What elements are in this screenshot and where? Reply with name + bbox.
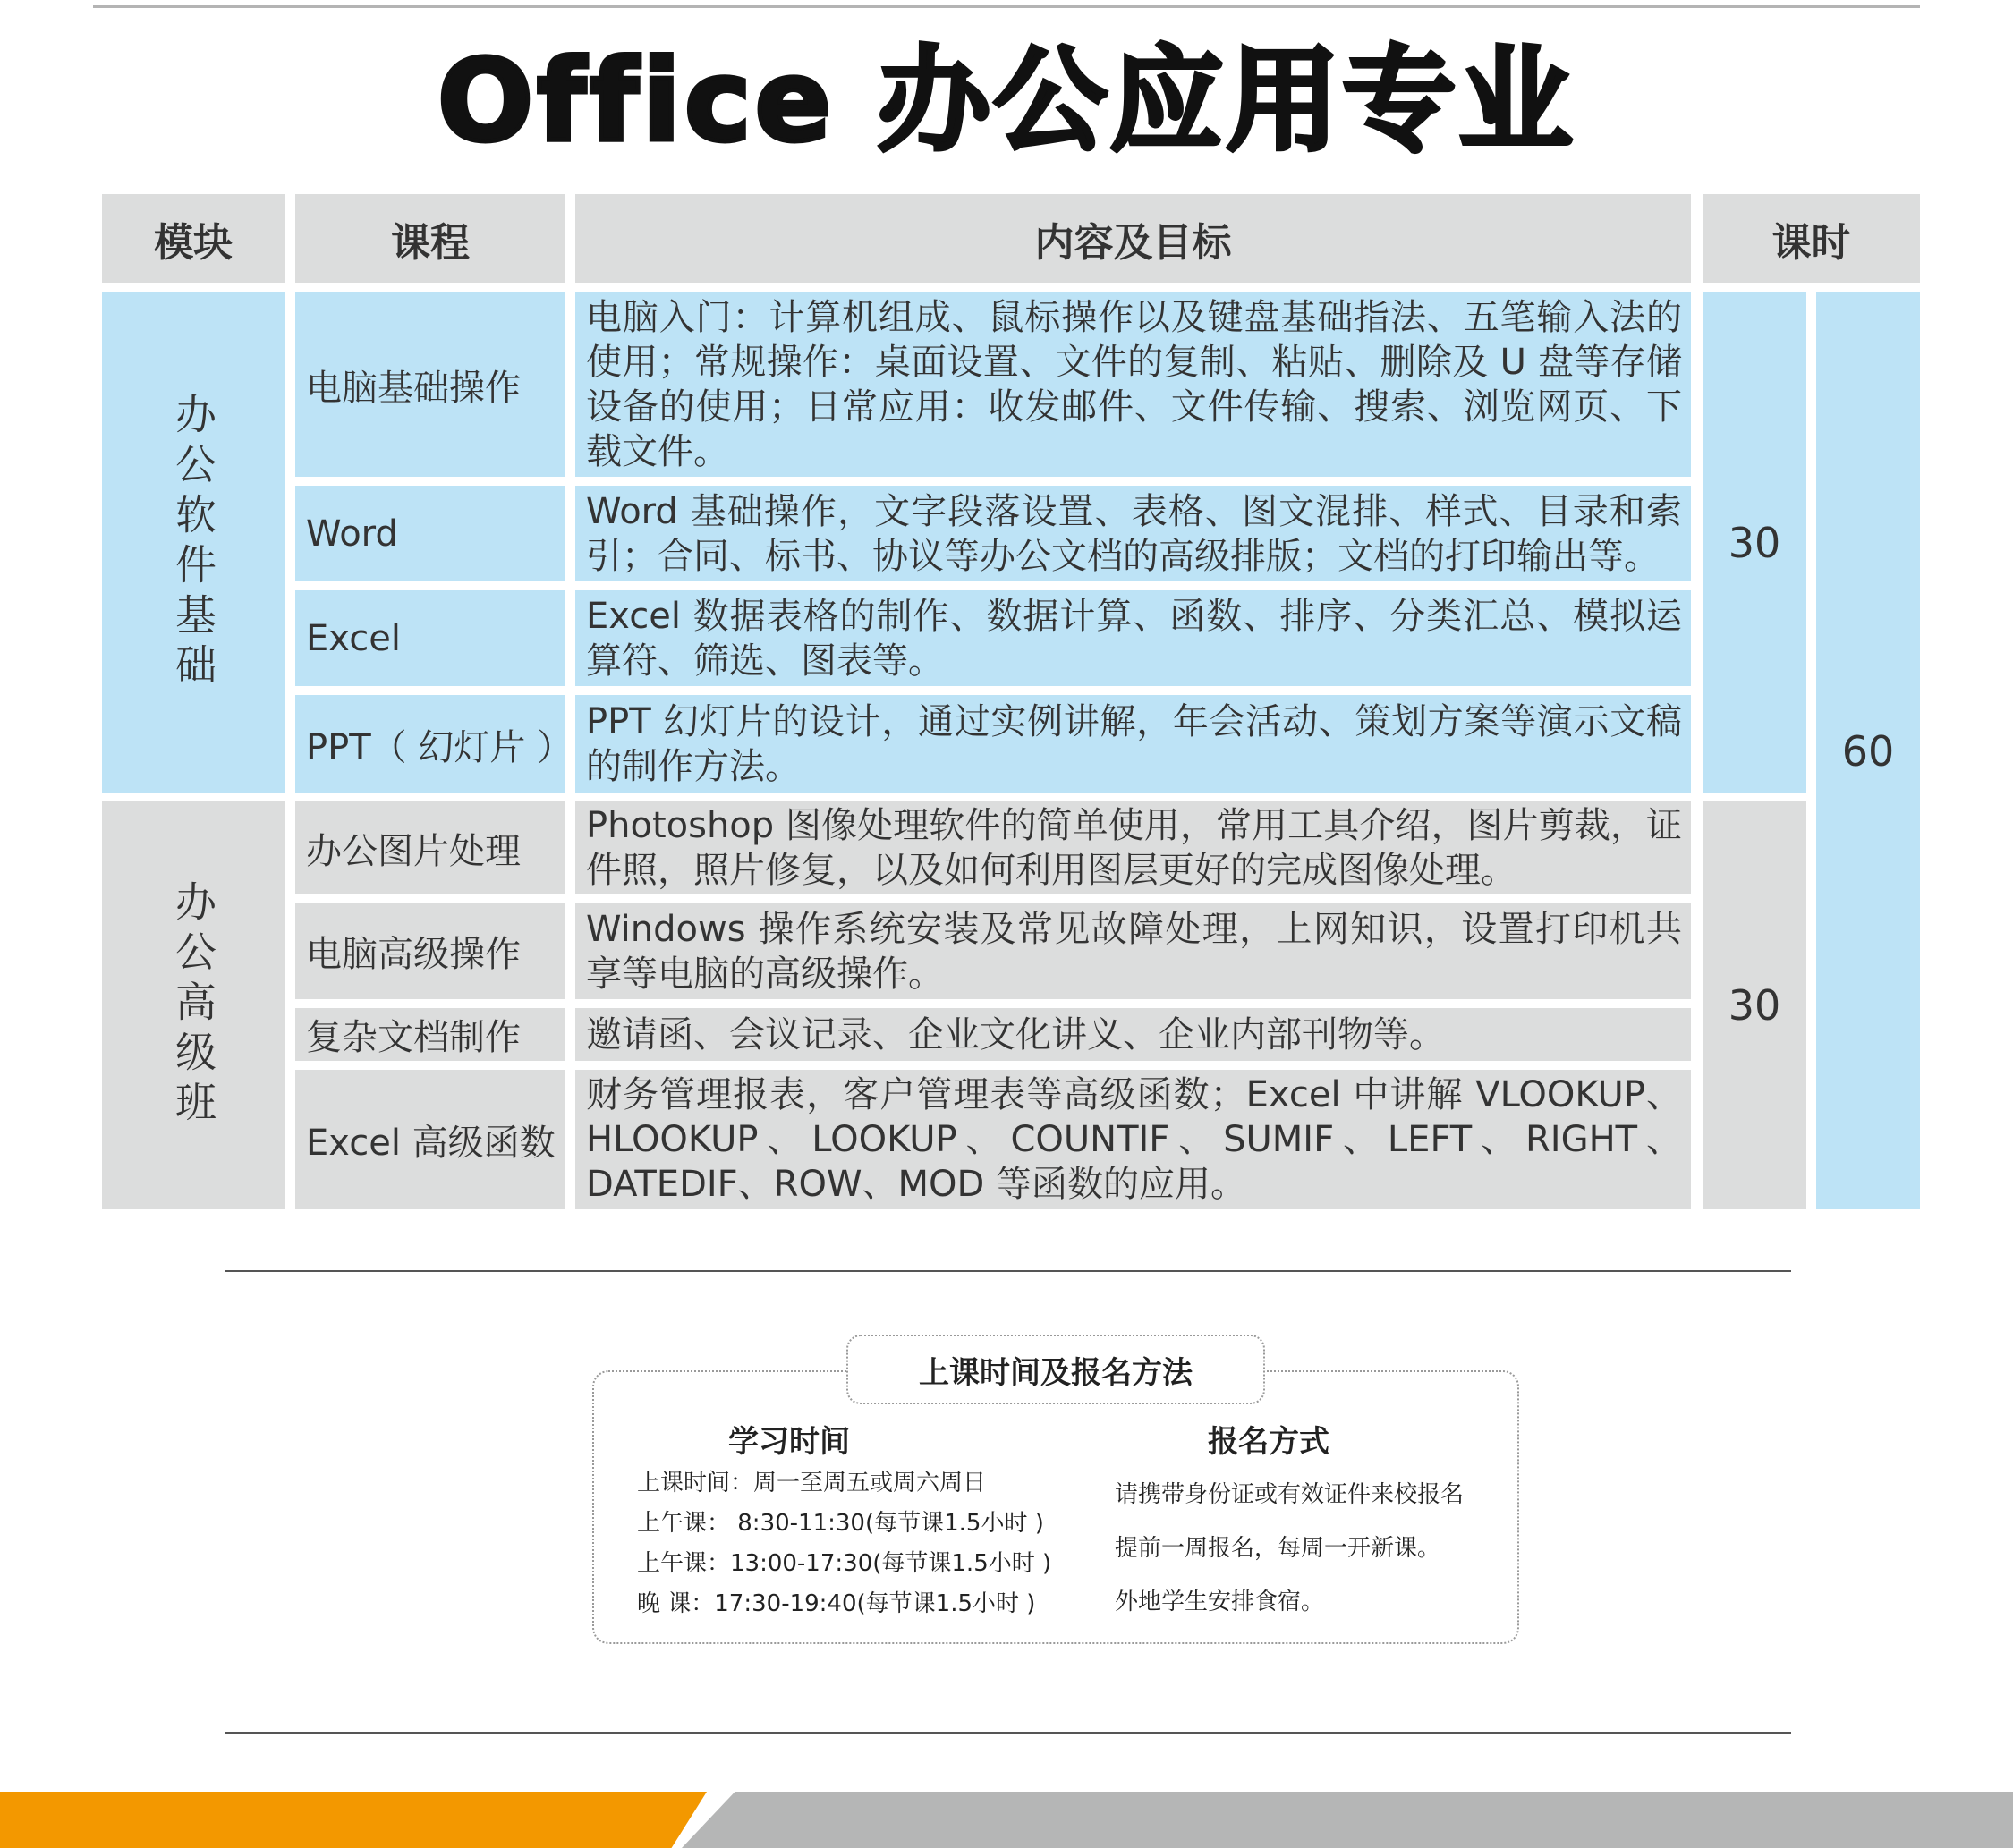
signup-line: 提前一周报名，每周一开新课。: [1115, 1535, 1441, 1562]
hours-group-1: 30: [1703, 292, 1806, 793]
study-time-line: 上午课： 8:30-11:30(每节课1.5小时 ): [637, 1510, 1044, 1537]
content-cell: PPT 幻灯片的设计，通过实例讲解，年会活动、策划方案等演示文稿的制作方法。: [575, 695, 1691, 793]
study-time-heading: 学习时间: [728, 1424, 850, 1460]
signup-line: 外地学生安排食宿。: [1115, 1589, 1325, 1615]
page-title: Office 办公应用专业: [437, 35, 1576, 166]
hours-group-2: 30: [1703, 801, 1806, 1209]
module-label: 办公高级班: [169, 880, 217, 1131]
course-cell: PPT（ 幻灯片 ）: [295, 695, 565, 793]
study-time-line: 上课时间：周一至周五或周六周日: [637, 1470, 987, 1496]
content-cell: Windows 操作系统安装及常见故障处理，上网知识，设置打印机共享等电脑的高级操作。: [575, 903, 1691, 999]
signup-line: 请携带身份证或有效证件来校报名: [1115, 1481, 1465, 1508]
signup-heading: 报名方式: [1208, 1424, 1329, 1460]
study-time-line: 晚 课：17:30-19:40(每节课1.5小时 ): [637, 1590, 1036, 1617]
content-cell: 财务管理报表，客户管理表等高级函数；Excel 中讲解 VLOOKUP、HLOOKUP、LOOKUP、COUNTIF、SUMIF、LEFT、RIGHT、DATEDIF、ROW、MOD 等函数的应用。: [575, 1070, 1691, 1209]
module-office-advanced: [102, 801, 285, 1209]
total-hours: 60: [1816, 292, 1920, 1209]
section-divider: [225, 1270, 1791, 1272]
bottom-divider: [225, 1732, 1791, 1734]
content-cell: 邀请函、会议记录、企业文化讲义、企业内部刊物等。: [575, 1008, 1691, 1061]
content-cell: Excel 数据表格的制作、数据计算、函数、排序、分类汇总、模拟运算符、筛选、图表等。: [575, 590, 1691, 686]
module-label: 办公软件基础: [169, 393, 217, 693]
header-module: 模块: [102, 194, 285, 283]
gray-footer-band: [682, 1792, 2013, 1848]
content-cell: Photoshop 图像处理软件的简单使用，常用工具介绍，图片剪裁，证件照，照片修复，以及如何利用图层更好的完成图像处理。: [575, 801, 1691, 894]
course-cell: 电脑基础操作: [295, 292, 565, 477]
course-cell: 电脑高级操作: [295, 903, 565, 999]
top-divider: [93, 5, 1920, 8]
course-cell: 办公图片处理: [295, 801, 565, 894]
course-cell: Excel: [295, 590, 565, 686]
header-course: 课程: [295, 194, 565, 283]
content-cell: 电脑入门：计算机组成、鼠标操作以及键盘基础指法、五笔输入法的使用；常规操作：桌面设置、文件的复制、粘贴、删除及 U 盘等存储设备的使用；日常应用：收发邮件、文件传输、搜索、浏览网页、下载文件。: [575, 292, 1691, 477]
study-time-line: 上午课：13:00-17:30(每节课1.5小时 ): [637, 1550, 1052, 1577]
course-cell: 复杂文档制作: [295, 1008, 565, 1061]
orange-footer-band: [0, 1792, 707, 1848]
header-content: 内容及目标: [575, 194, 1691, 283]
course-cell: Word: [295, 486, 565, 581]
course-cell: Excel 高级函数: [295, 1070, 565, 1209]
content-cell: Word 基础操作，文字段落设置、表格、图文混排、样式、目录和索引；合同、标书、协议等办公文档的高级排版；文档的打印输出等。: [575, 486, 1691, 581]
schedule-tab: 上课时间及报名方法: [846, 1335, 1265, 1404]
module-office-basics: [102, 292, 285, 793]
header-hours: 课时: [1703, 194, 1920, 283]
